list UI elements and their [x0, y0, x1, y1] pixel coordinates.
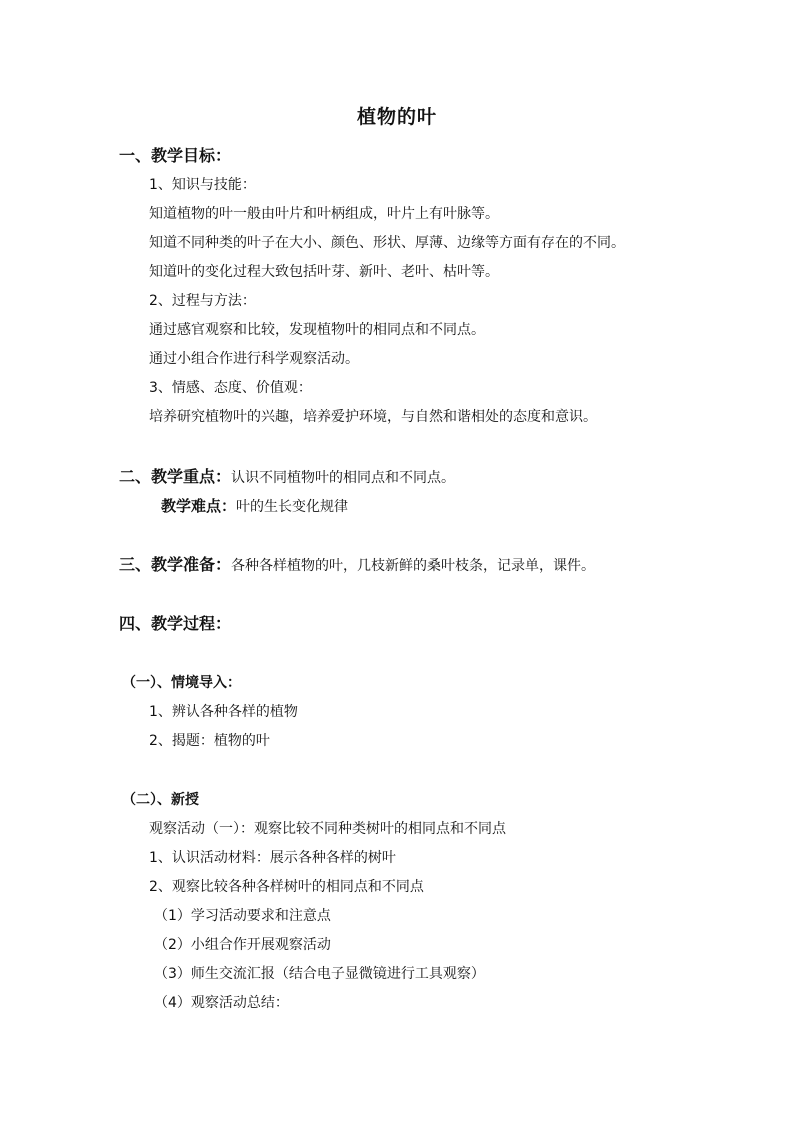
new-lesson-line: 观察活动（一）：观察比较不同种类树叶的相同点和不同点	[149, 821, 506, 837]
objective-line: 知道不同种类的叶子在大小、颜色、形状、厚薄、边缘等方面有存在的不同。	[149, 235, 625, 251]
intro-line: 1、辨认各种各样的植物	[149, 704, 298, 720]
objective-line: 通过感官观察和比较，发现植物叶的相同点和不同点。	[149, 322, 485, 338]
difficulty-line	[161, 496, 348, 517]
key-points-line	[119, 467, 455, 488]
new-lesson-line: 2、观察比较各种各样树叶的相同点和不同点	[149, 879, 424, 895]
section-heading-key-points: 二、教学重点：	[119, 467, 232, 486]
objective-line: 培养研究植物叶的兴趣，培养爱护环境，与自然和谐相处的态度和意识。	[149, 409, 597, 425]
objective-line: 2、过程与方法：	[149, 293, 256, 309]
new-lesson-line: （1）学习活动要求和注意点	[154, 908, 331, 924]
objective-line: 知道植物的叶一般由叶片和叶柄组成，叶片上有叶脉等。	[149, 206, 499, 222]
subsection-heading-intro: （一）、情境导入：	[122, 675, 241, 691]
section-heading-process: 四、教学过程：	[119, 614, 232, 633]
objective-line: 3、情感、态度、价值观：	[149, 380, 312, 396]
objective-line: 知道叶的变化过程大致包括叶芽、新叶、老叶、枯叶等。	[149, 264, 499, 280]
section-heading-objectives: 一、教学目标：	[119, 146, 232, 165]
objective-line: 1、知识与技能：	[149, 177, 256, 193]
new-lesson-line: （2）小组合作开展观察活动	[154, 937, 331, 953]
document-title: 植物的叶	[356, 106, 437, 128]
objective-line: 通过小组合作进行科学观察活动。	[149, 351, 359, 367]
preparation-line	[119, 555, 595, 576]
preparation-text: 各种各样植物的叶，几枝新鲜的桑叶枝条，记录单，课件。	[231, 558, 596, 574]
subsection-heading-new-lesson: （二）、新授	[122, 792, 199, 808]
key-points-text: 认识不同植物叶的相同点和不同点。	[231, 470, 456, 486]
difficulty-label: 教学难点：	[161, 497, 237, 515]
difficulty-text: 叶的生长变化规律	[236, 499, 349, 515]
section-heading-preparation: 三、教学准备：	[119, 555, 232, 574]
new-lesson-line: （3）师生交流汇报（结合电子显微镜进行工具观察）	[154, 966, 485, 982]
new-lesson-line: 1、认识活动材料：展示各种各样的树叶	[149, 850, 396, 866]
new-lesson-line: （4）观察活动总结：	[154, 995, 289, 1011]
intro-line: 2、揭题：植物的叶	[149, 733, 270, 749]
